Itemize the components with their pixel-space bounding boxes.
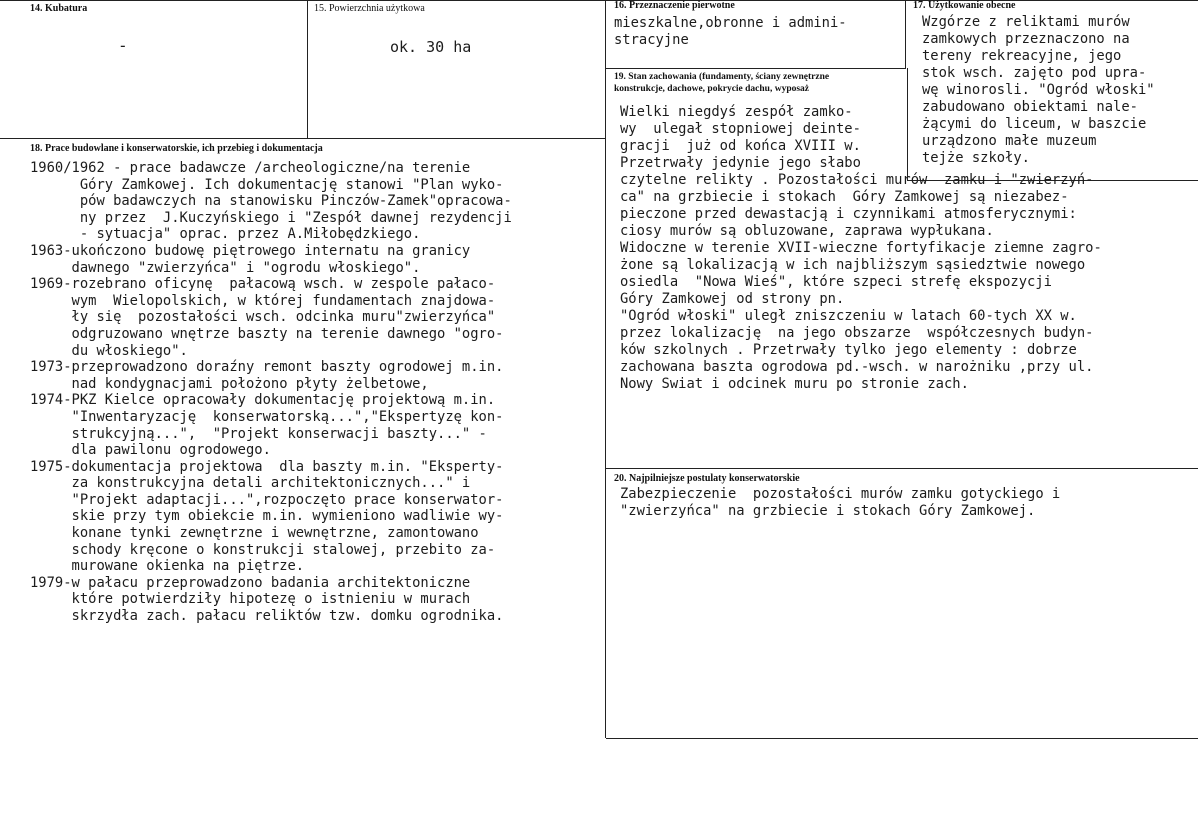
original-purpose-line-2: stracyjne bbox=[614, 32, 689, 48]
conservation-postulates-line: "zwierzyńca" na grzbiecie i stokach Góry Zamkowej. bbox=[620, 503, 1036, 519]
construction-works-line: 1969-rozebrano oficynę pałacową wsch. w zespole pałaco- bbox=[30, 276, 496, 293]
construction-works-line: 1979-w pałacu przeprowadzono badania architektoniczne bbox=[30, 574, 471, 591]
construction-works-text bbox=[30, 160, 512, 625]
construction-works-line: du włoskiego". bbox=[30, 342, 188, 359]
construction-works-line: schody kręcone o konstrukcji stalowej, przebito za- bbox=[30, 541, 496, 558]
original-purpose-label: 16. Przeznaczenie pierwotne bbox=[614, 0, 735, 11]
conservation-postulates-label: 20. Najpilniejsze postulaty konserwatorskie bbox=[614, 473, 800, 484]
state-of-preservation-label-2: konstrukcje, dachowe, pokrycie dachu, wyposaż bbox=[614, 84, 810, 94]
current-use-line: żącymi do liceum, w baszcie bbox=[922, 116, 1147, 132]
top-border bbox=[0, 0, 1198, 1]
state-of-preservation-line: "Ogród włoski" uległ zniszczeniu w latach 60-tych XX w. bbox=[620, 308, 1077, 324]
construction-works-line: "Projekt adaptacji...",rozpoczęto prace konserwator- bbox=[30, 491, 504, 508]
construction-works-line: - sytuacja" oprac. przez A.Miłobędzkiego. bbox=[30, 226, 421, 243]
divider-14-15 bbox=[307, 0, 308, 138]
construction-works-line: konane tynki zewnętrzne i wewnętrzne, zamontowano bbox=[30, 525, 479, 542]
state-of-preservation-line: żone są lokalizacją w ich najbliższym sąsiedztwie nowego bbox=[620, 257, 1086, 273]
current-use-line: zamkowych przeznaczono na bbox=[922, 31, 1130, 47]
construction-works-line: dla pawilonu ogrodowego. bbox=[30, 442, 271, 459]
current-use-line: urządzono małe muzeum bbox=[922, 133, 1097, 149]
construction-works-line: Góry Zamkowej. Ich dokumentację stanowi "Plan wyko- bbox=[30, 176, 504, 193]
divider-17-left bbox=[907, 68, 908, 180]
construction-works-line: ny przez J.Kuczyńskiego i "Zespół dawnej rezydencji bbox=[30, 209, 512, 226]
construction-works-line: strukcyjną...", "Projekt konserwacji baszty..." - bbox=[30, 425, 487, 442]
state-of-preservation-line: zachowana baszta ogrodowa pd.-wsch. w narożniku ,przy ul. bbox=[620, 359, 1094, 375]
state-of-preservation-line: osiedla "Nowa Wieś", które szpeci strefę ekspozycji bbox=[620, 274, 1052, 290]
construction-works-line: 1963-ukończono budowę piętrowego internatu na granicy bbox=[30, 242, 471, 259]
state-of-preservation-line: gracji już od końca XVIII w. bbox=[620, 138, 861, 154]
state-of-preservation-line: Przetrwały jedynie jego słabo bbox=[620, 155, 861, 171]
construction-works-line: skie przy tym obiekcie m.in. wymieniono wadliwie wy- bbox=[30, 508, 504, 525]
divider-15-16 bbox=[605, 0, 606, 738]
state-of-preservation-line: pieczone przed dewastacją i czynnikami atmosferycznymi: bbox=[620, 206, 1077, 222]
kubatura-value: - bbox=[118, 36, 128, 55]
divider-16-17 bbox=[905, 0, 906, 68]
current-use-line: tereny rekreacyjne, jego bbox=[922, 48, 1122, 64]
current-use-line: stok wsch. zajęto pod upra- bbox=[922, 65, 1147, 81]
construction-works-line: 1975-dokumentacja projektowa dla baszty m.in. "Eksperty- bbox=[30, 458, 504, 475]
construction-works-line: skrzydła zach. pałacu reliktów tzw. domku ogrodnika. bbox=[30, 608, 504, 625]
construction-works-line: murowane okienka na piętrze. bbox=[30, 558, 305, 575]
construction-works-label: 18. Prace budowlane i konserwatorskie, ich przebieg i dokumentacja bbox=[30, 143, 323, 154]
divider-16-19 bbox=[606, 68, 906, 69]
divider-19-20 bbox=[606, 468, 1198, 469]
construction-works-line: pów badawczych na stanowisku Pinczów-Zamek"opracowa- bbox=[30, 193, 512, 210]
conservation-postulates-line: Zabezpieczenie pozostałości murów zamku gotyckiego i bbox=[620, 486, 1061, 502]
state-of-preservation-label-1: 19. Stan zachowania (fundamenty, ściany zewnętrzne bbox=[614, 72, 830, 82]
state-of-preservation-line: ciosy murów są obluzowane, zaprawa wypłukana. bbox=[620, 223, 994, 239]
divider-row1-row2 bbox=[0, 138, 606, 139]
construction-works-line: wym Wielopolskich, w której fundamentach znajdowa- bbox=[30, 292, 496, 309]
state-of-preservation-line: czytelne relikty . Pozostałości murów zamku i "zwierzyń- bbox=[620, 172, 1094, 188]
construction-works-line: które potwierdziły hipotezę o istnieniu w murach bbox=[30, 591, 471, 608]
construction-works-line: odgruzowano wnętrze baszty na terenie dawnego "ogro- bbox=[30, 325, 504, 342]
current-use-line: tejże szkoły. bbox=[922, 150, 1030, 166]
construction-works-line: dawnego "zwierzyńca" i "ogrodu włoskiego". bbox=[30, 259, 421, 276]
kubatura-label: 14. Kubatura bbox=[30, 3, 88, 14]
usable-area-value: ok. 30 ha bbox=[390, 38, 472, 56]
current-use-line: zabudowano obiektami nale- bbox=[922, 99, 1138, 115]
current-use-line: Wzgórze z reliktami murów bbox=[922, 14, 1130, 30]
usable-area-label: 15. Powierzchnia użytkowa bbox=[314, 3, 425, 14]
construction-works-line: ły się pozostałości wsch. odcinka muru"zwierzyńca" bbox=[30, 309, 496, 326]
construction-works-line: za konstrukcyjna detali architektonicznych..." i bbox=[30, 475, 471, 492]
current-use-label: 17. Użytkowanie obecne bbox=[913, 0, 1016, 11]
construction-works-line: "Inwentaryzację konserwatorską...","Ekspertyzę kon- bbox=[30, 408, 504, 425]
construction-works-line: 1974-PKZ Kielce opracowały dokumentację projektową m.in. bbox=[30, 392, 496, 409]
state-of-preservation-line: Widoczne w terenie XVII-wieczne fortyfikacje ziemne zagro- bbox=[620, 240, 1102, 256]
bottom-border bbox=[606, 738, 1198, 739]
current-use-line: wę winorosli. "Ogród włoski" bbox=[922, 82, 1155, 98]
original-purpose-line-1: mieszkalne,obronne i admini- bbox=[614, 15, 847, 31]
state-of-preservation-line: Wielki niegdyś zespół zamko- bbox=[620, 104, 853, 120]
construction-works-line: 1973-przeprowadzono doraźny remont baszty ogrodowej m.in. bbox=[30, 359, 504, 376]
state-of-preservation-line: Góry Zamkowej od strony pn. bbox=[620, 291, 845, 307]
state-of-preservation-line: ca" na grzbiecie i stokach Góry Zamkowej są niezabez- bbox=[620, 189, 1069, 205]
state-of-preservation-line: ków szkolnych . Przetrwały tylko jego elementy : dobrze bbox=[620, 342, 1077, 358]
state-of-preservation-line: przez lokalizację na jego obszarze współczesnych budyn- bbox=[620, 325, 1094, 341]
state-of-preservation-line: wy ulegał stopniowej deinte- bbox=[620, 121, 861, 137]
construction-works-line: 1960/1962 - prace badawcze /archeologiczne/na terenie bbox=[30, 160, 471, 176]
state-of-preservation-line: Nowy Swiat i odcinek muru po stronie zach. bbox=[620, 376, 969, 392]
construction-works-line: nad kondygnacjami położono płyty żelbetowe, bbox=[30, 375, 429, 392]
